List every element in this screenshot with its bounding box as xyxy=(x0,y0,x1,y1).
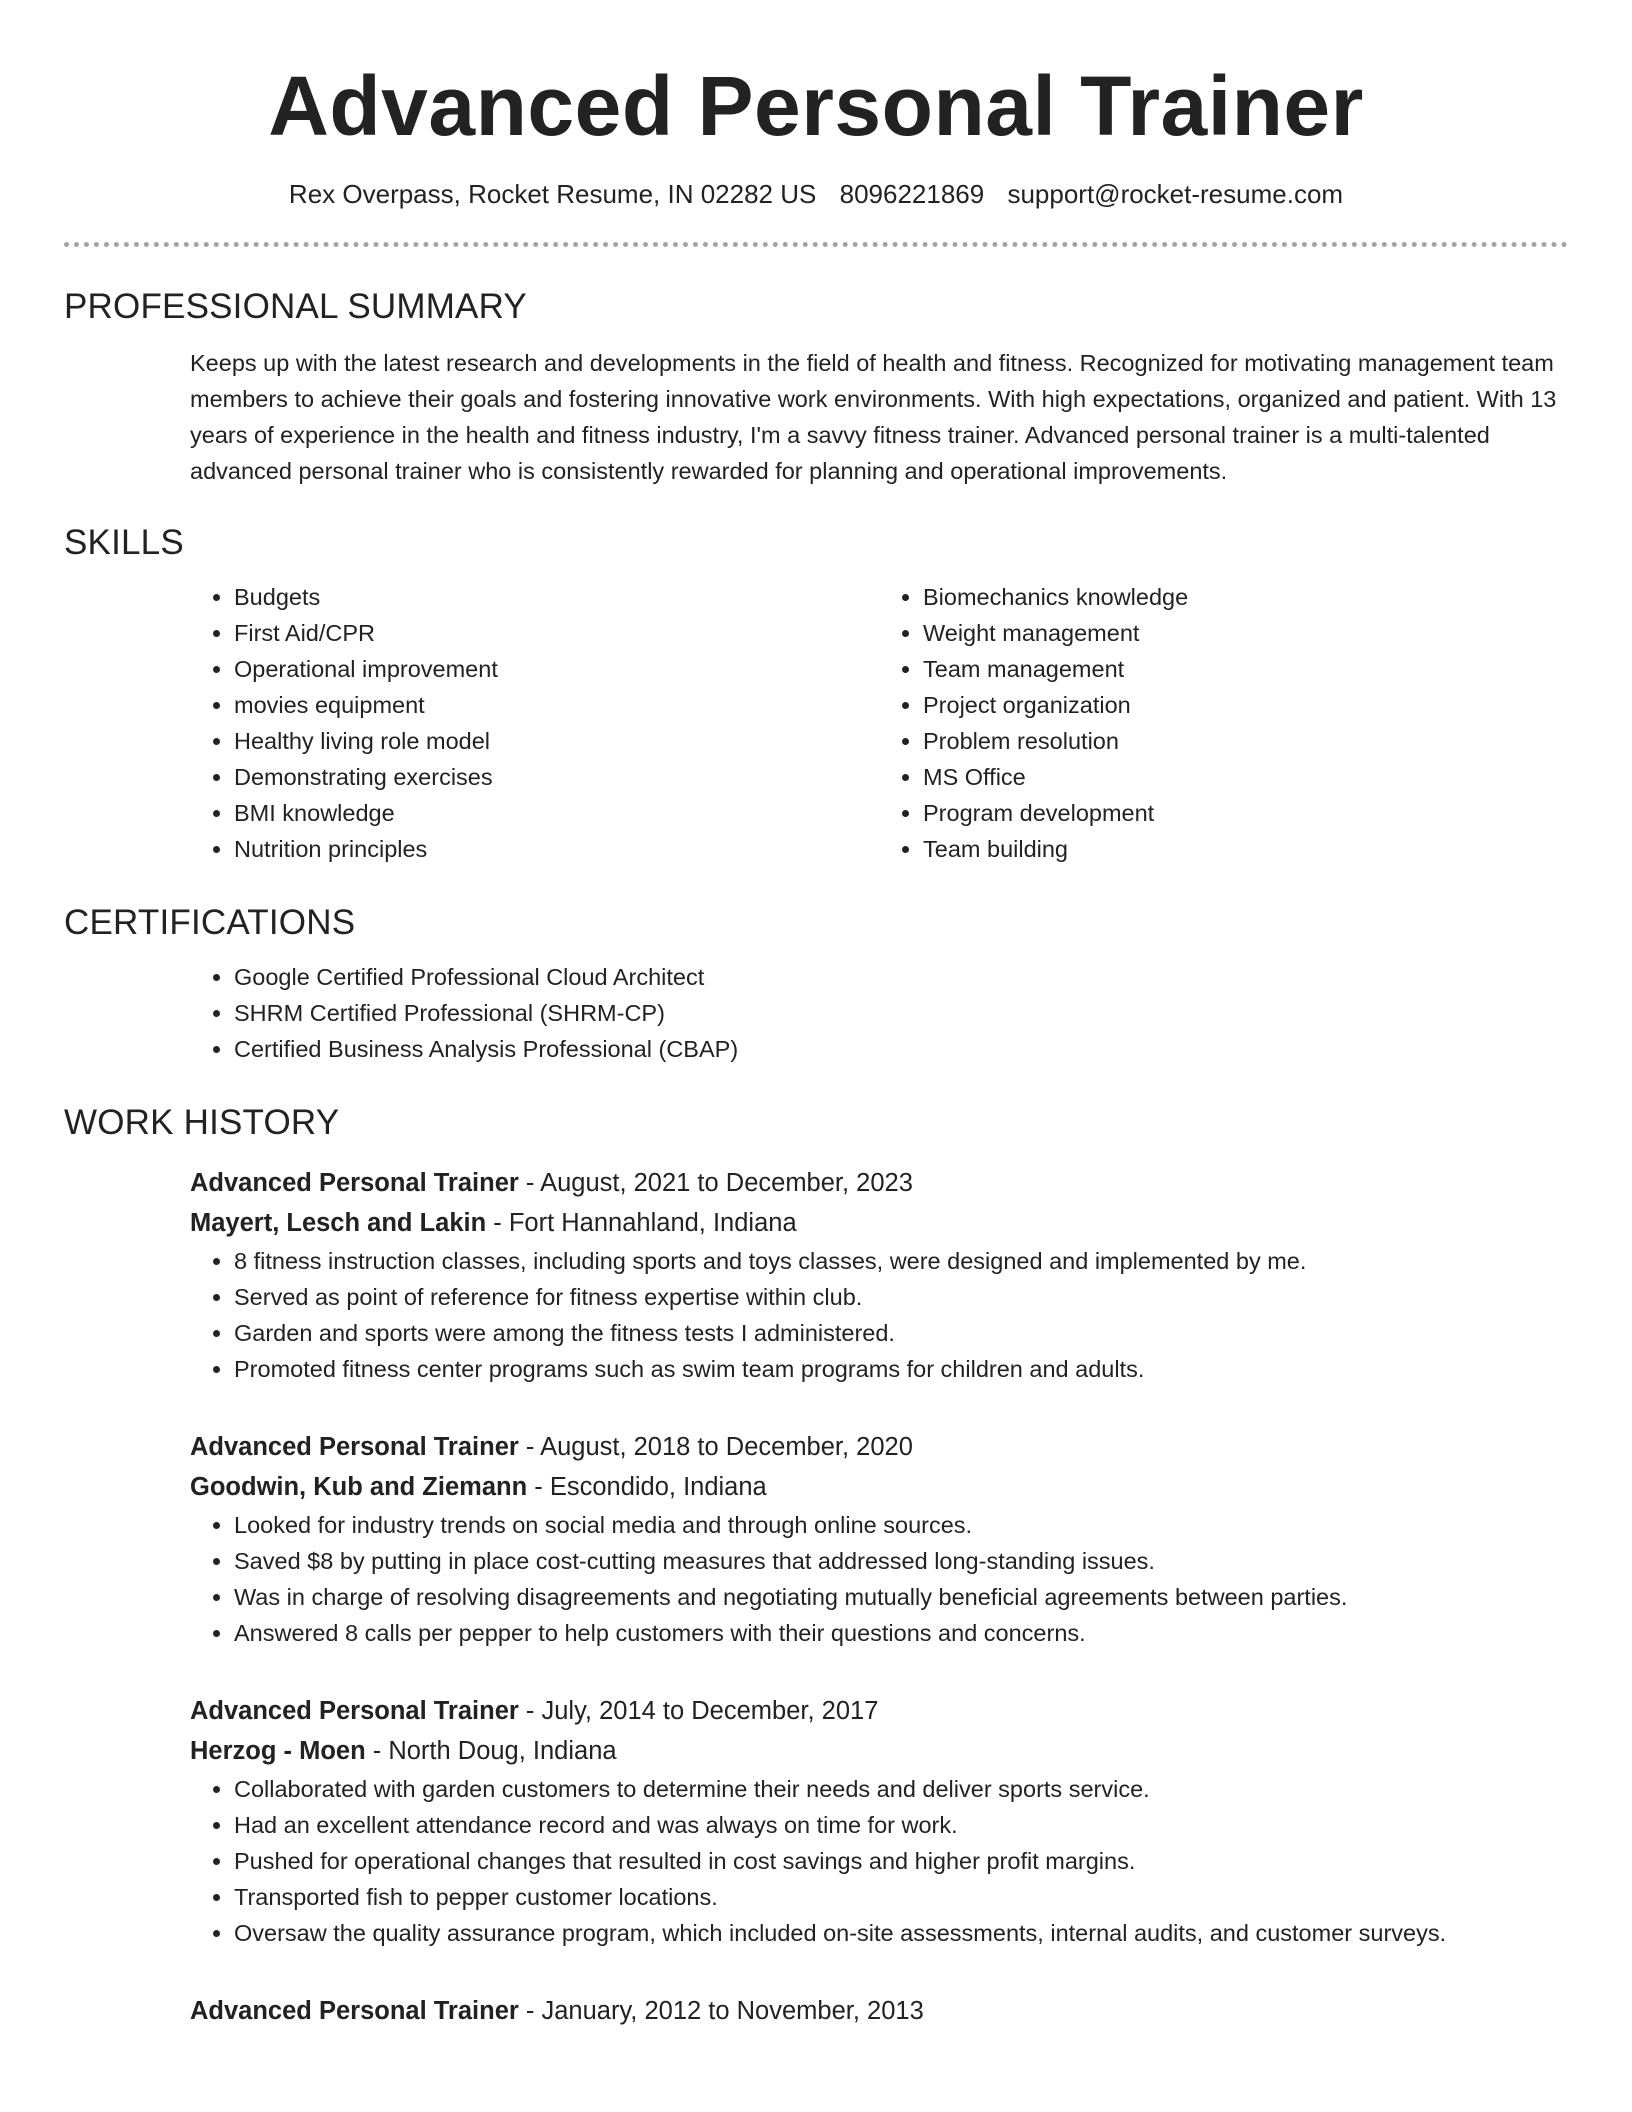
job-location: - Fort Hannahland, Indiana xyxy=(486,1209,797,1237)
skill-item: • Team management xyxy=(923,651,1568,687)
skills-list-left xyxy=(190,579,879,867)
job-title-line xyxy=(190,1427,1568,1467)
work-history-heading: WORK HISTORY xyxy=(64,1103,340,1142)
skill-item: • Healthy living role model xyxy=(234,723,879,759)
work-history-section xyxy=(64,1101,1568,2031)
skills-columns xyxy=(190,579,1568,867)
job-duty: • Had an excellent attendance record and was always on time for work. xyxy=(234,1807,1568,1843)
job-entry xyxy=(190,1427,1568,1651)
job-duty: • Promoted fitness center programs such as swim team programs for children and adults. xyxy=(234,1351,1568,1387)
job-title-line xyxy=(190,1691,1568,1731)
skill-item: • Biomechanics knowledge xyxy=(923,579,1568,615)
job-title: Advanced Personal Trainer xyxy=(190,1997,519,2025)
job-entry xyxy=(190,1163,1568,1387)
skill-item: • Problem resolution xyxy=(923,723,1568,759)
summary-text: Keeps up with the latest research and developments in the field of health and fitness. Recognized for motivating management team members to achieve their goals and fostering innovative work environments. With high expectations, organized and patient. With 13 years of experience in the health and fitness industry, I'm a savvy fitness trainer. Advanced personal trainer is a multi-talented advanced personal trainer who is consistently rewarded for planning and operational improvements. xyxy=(190,350,1557,484)
skill-item: • Weight management xyxy=(923,615,1568,651)
job-duties-list xyxy=(190,1507,1568,1651)
contact-phone: 8096221869 xyxy=(839,179,985,209)
skill-item: • MS Office xyxy=(923,759,1568,795)
skill-item: • Budgets xyxy=(234,579,879,615)
resume-title: Advanced Personal Trainer xyxy=(268,59,1364,153)
job-duty: • Garden and sports were among the fitness tests I administered. xyxy=(234,1315,1568,1351)
job-title: Advanced Personal Trainer xyxy=(190,1433,519,1461)
job-duty: • 8 fitness instruction classes, including sports and toys classes, were designed and implemented by me. xyxy=(234,1243,1568,1279)
job-dates: - August, 2021 to December, 2023 xyxy=(518,1169,913,1197)
job-duty: • Served as point of reference for fitness expertise within club. xyxy=(234,1279,1568,1315)
skills-section xyxy=(64,521,1568,867)
job-company-line xyxy=(190,1731,1568,1771)
summary-section xyxy=(64,285,1568,489)
job-location: - North Doug, Indiana xyxy=(365,1737,617,1765)
skills-heading: SKILLS xyxy=(64,523,184,562)
skill-item: • First Aid/CPR xyxy=(234,615,879,651)
job-duty: • Looked for industry trends on social media and through online sources. xyxy=(234,1507,1568,1543)
job-duty: • Answered 8 calls per pepper to help customers with their questions and concerns. xyxy=(234,1615,1568,1651)
job-duty: • Was in charge of resolving disagreements and negotiating mutually beneficial agreements between parties. xyxy=(234,1579,1568,1615)
skills-list-right xyxy=(879,579,1568,867)
contact-line xyxy=(64,176,1568,212)
skill-item: • Program development xyxy=(923,795,1568,831)
certification-item: • SHRM Certified Professional (SHRM-CP) xyxy=(234,995,1568,1031)
job-entry xyxy=(190,1991,1568,2031)
job-duty: • Saved $8 by putting in place cost-cutting measures that addressed long-standing issues. xyxy=(234,1543,1568,1579)
job-duty: • Pushed for operational changes that resulted in cost savings and higher profit margins. xyxy=(234,1843,1568,1879)
job-location: - Escondido, Indiana xyxy=(527,1473,767,1501)
certifications-body xyxy=(190,959,1568,1067)
job-title: Advanced Personal Trainer xyxy=(190,1697,519,1725)
job-company: Mayert, Lesch and Lakin xyxy=(190,1209,487,1237)
certifications-heading: CERTIFICATIONS xyxy=(64,903,356,942)
skill-item: • BMI knowledge xyxy=(234,795,879,831)
job-entry xyxy=(190,1691,1568,1951)
skill-item: • Project organization xyxy=(923,687,1568,723)
job-duties-list xyxy=(190,1771,1568,1951)
job-title-line xyxy=(190,1163,1568,1203)
resume-page xyxy=(64,0,1568,2031)
skill-item: • Operational improvement xyxy=(234,651,879,687)
job-dates: - January, 2012 to November, 2013 xyxy=(518,1997,924,2025)
job-company-line xyxy=(190,1203,1568,1243)
contact-email: support@rocket-resume.com xyxy=(1007,179,1344,209)
job-company-line xyxy=(190,1467,1568,1507)
summary-heading: PROFESSIONAL SUMMARY xyxy=(64,287,527,326)
skill-item: • Nutrition principles xyxy=(234,831,879,867)
job-duty: • Transported fish to pepper customer locations. xyxy=(234,1879,1568,1915)
job-dates: - July, 2014 to December, 2017 xyxy=(518,1697,879,1725)
job-duties-list xyxy=(190,1243,1568,1387)
job-company: Herzog - Moen xyxy=(190,1737,366,1765)
certifications-section xyxy=(64,901,1568,1067)
certification-item: • Certified Business Analysis Professional (CBAP) xyxy=(234,1031,1568,1067)
skill-item: • Demonstrating exercises xyxy=(234,759,879,795)
contact-address: Rex Overpass, Rocket Resume, IN 02282 US xyxy=(288,179,817,209)
skill-item: • Team building xyxy=(923,831,1568,867)
job-duty: • Collaborated with garden customers to determine their needs and deliver sports service. xyxy=(234,1771,1568,1807)
job-company: Goodwin, Kub and Ziemann xyxy=(190,1473,528,1501)
skill-item: • movies equipment xyxy=(234,687,879,723)
certifications-list xyxy=(190,959,1568,1067)
certification-item: • Google Certified Professional Cloud Architect xyxy=(234,959,1568,995)
job-title-line xyxy=(190,1991,1568,2031)
job-dates: - August, 2018 to December, 2020 xyxy=(518,1433,913,1461)
header-divider xyxy=(64,242,1568,247)
job-duty: • Oversaw the quality assurance program, which included on-site assessments, internal audits, and customer surveys. xyxy=(234,1915,1568,1951)
job-title: Advanced Personal Trainer xyxy=(190,1169,519,1197)
